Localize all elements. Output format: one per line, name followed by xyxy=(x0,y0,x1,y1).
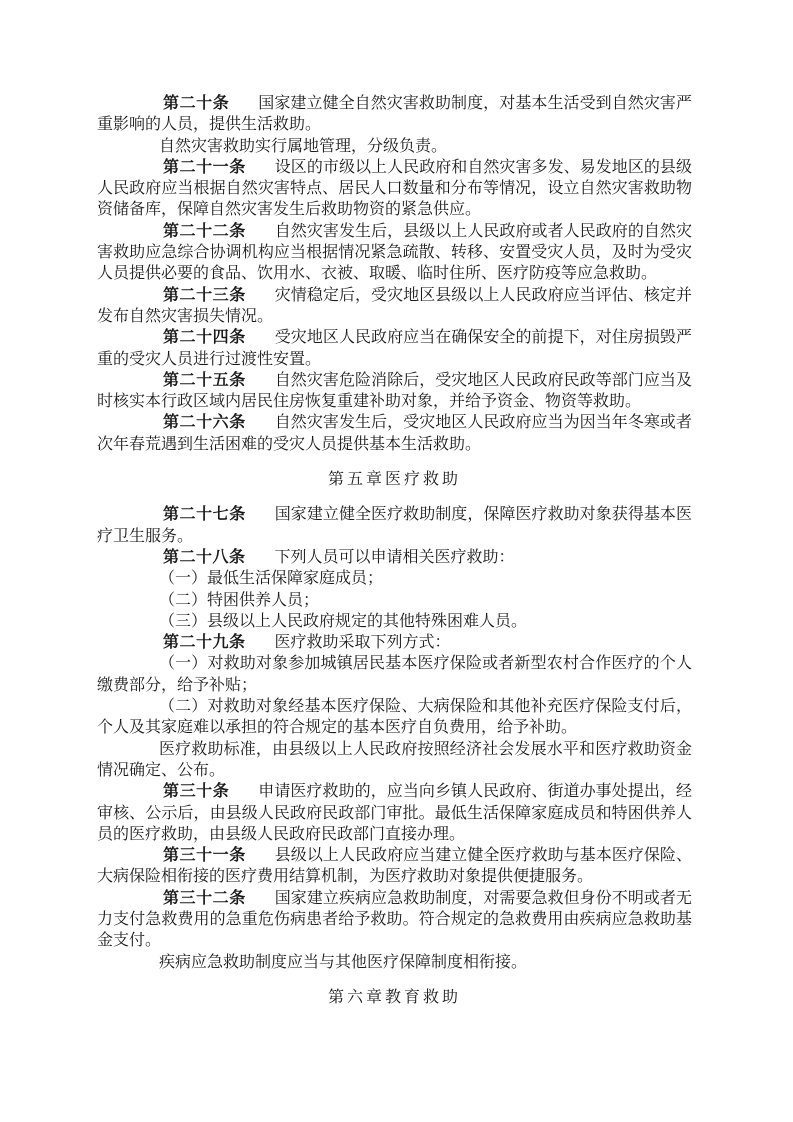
article-number: 第三十条 xyxy=(163,783,230,801)
article-number: 第二十九条 xyxy=(163,634,246,652)
body-paragraph: 医疗救助标准，由县级以上人民政府按照经济社会发展水平和医疗救助资金情况确定、公布。 xyxy=(97,740,692,779)
article-paragraph xyxy=(97,888,692,952)
article-paragraph xyxy=(97,370,692,413)
article-paragraph xyxy=(97,285,692,328)
chapter-heading xyxy=(97,469,692,490)
article-text: 自然灾害发生后，县级以上人民政府或者人民政府的自然灾害救助应急综合协调机构应当根据情况紧急疏散、转移、安置受灾人员，及时为受灾人员提供必要的食品、饮用水、衣被、取暖、临时住所、医疗防疫等应急救助。 xyxy=(97,222,692,283)
article-paragraph xyxy=(97,157,692,221)
article-number: 第二十一条 xyxy=(163,158,246,176)
chapter-title: 教育救助 xyxy=(385,988,462,1006)
article-paragraph xyxy=(97,412,692,455)
article-number: 第三十一条 xyxy=(163,847,246,865)
body-paragraph: （三）县级以上人民政府规定的其他特殊困难人员。 xyxy=(159,612,528,630)
document-content xyxy=(97,93,692,1022)
chapter-number: 第五章 xyxy=(327,471,385,489)
chapter-title: 医疗救助 xyxy=(385,471,462,489)
article-text: 灾情稳定后，受灾地区县级以上人民政府应当评估、核定并发布自然灾害损失情况。 xyxy=(97,286,692,325)
article-number: 第二十条 xyxy=(163,95,230,112)
chapter-heading xyxy=(97,987,692,1008)
article-number: 第二十五条 xyxy=(163,371,246,389)
article-text: 医疗救助采取下列方式： xyxy=(274,634,451,652)
article-paragraph xyxy=(97,221,692,285)
article-number: 第三十二条 xyxy=(163,889,246,907)
chapter-number: 第六章 xyxy=(327,988,385,1006)
article-number: 第二十四条 xyxy=(163,329,246,347)
article-paragraph xyxy=(97,845,692,888)
body-paragraph: （二）特困供养人员； xyxy=(159,591,320,609)
article-number: 第二十六条 xyxy=(163,414,246,432)
body-paragraph: （一）最低生活保障家庭成员； xyxy=(159,570,384,588)
article-number: 第二十八条 xyxy=(163,548,246,566)
article-paragraph xyxy=(97,327,692,370)
article-paragraph xyxy=(97,93,692,136)
article-number: 第二十七条 xyxy=(163,506,246,524)
article-text: 国家建立疾病应急救助制度，对需要急救但身份不明或者无力支付急救费用的急重危伤病患者给予救助。符合规定的急救费用由疾病应急救助基金支付。 xyxy=(97,889,692,950)
article-text: 国家建立健全自然灾害救助制度，对基本生活受到自然灾害严重影响的人员，提供生活救助。 xyxy=(97,95,692,134)
article-text: 县级以上人民政府应当建立健全医疗救助与基本医疗保险、大病保险相衔接的医疗费用结算机制，为医疗救助对象提供便捷服务。 xyxy=(97,847,692,886)
body-paragraph: （二）对救助对象经基本医疗保险、大病保险和其他补充医疗保险支付后，个人及其家庭难以承担的符合规定的基本医疗自负费用，给予补助。 xyxy=(97,698,692,737)
article-paragraph xyxy=(97,781,692,845)
article-paragraph xyxy=(97,547,692,568)
article-number: 第二十三条 xyxy=(163,286,246,304)
body-paragraph: （一）对救助对象参加城镇居民基本医疗保险或者新型农村合作医疗的个人缴费部分，给予补贴； xyxy=(97,655,692,694)
body-paragraph: 自然灾害救助实行属地管理，分级负责。 xyxy=(159,137,448,155)
article-text: 受灾地区人民政府应当在确保安全的前提下，对住房损毁严重的受灾人员进行过渡性安置。 xyxy=(97,329,692,368)
article-text: 设区的市级以上人民政府和自然灾害多发、易发地区的县级人民政府应当根据自然灾害特点、居民人口数量和分布等情况，设立自然灾害救助物资储备库，保障自然灾害发生后救助物资的紧急供应。 xyxy=(97,158,692,219)
article-text: 申请医疗救助的，应当向乡镇人民政府、街道办事处提出，经审核、公示后，由县级人民政府民政部门审批。最低生活保障家庭成员和特困供养人员的医疗救助，由县级人民政府民政部门直接办理。 xyxy=(97,783,692,843)
article-paragraph xyxy=(97,632,692,653)
article-text: 自然灾害发生后，受灾地区人民政府应当为因当年冬寒或者次年春荒遇到生活困难的受灾人员提供基本生活救助。 xyxy=(97,414,692,453)
body-paragraph: 疾病应急救助制度应当与其他医疗保障制度相衔接。 xyxy=(159,953,528,971)
article-text: 自然灾害危险消除后，受灾地区人民政府民政等部门应当及时核实本行政区域内居民住房恢复重建补助对象，并给予资金、物资等救助。 xyxy=(97,371,692,411)
article-text: 下列人员可以申请相关医疗救助： xyxy=(274,548,515,566)
article-number: 第二十二条 xyxy=(163,222,246,240)
article-text: 国家建立健全医疗救助制度，保障医疗救助对象获得基本医疗卫生服务。 xyxy=(97,506,692,545)
article-paragraph xyxy=(97,504,692,547)
